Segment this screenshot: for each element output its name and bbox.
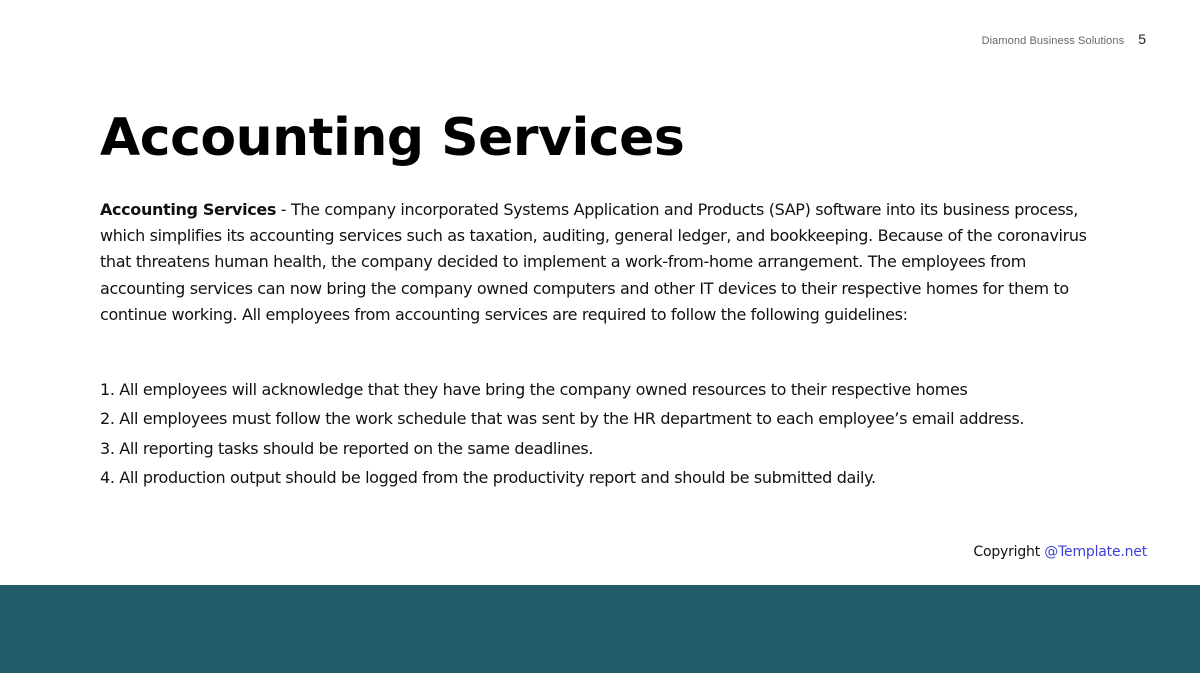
copyright-label: Copyright bbox=[973, 544, 1041, 560]
body-text: - The company incorporated Systems Application and Products (SAP) software into its business process, which simplifies its accounting services such as taxation, auditing, general ledger, and bookkeeping. Because of the coronavirus that threatens human health, the company decided to implement a work-from-home arrangement. The employees from accounting services can now bring the company owned computers and other IT devices to their respective homes for them to continue working. All employees from accounting services are required to follow the following guidelines: bbox=[100, 200, 1087, 324]
slide-header bbox=[982, 31, 1146, 47]
guideline-item-2: 2. All employees must follow the work schedule that was sent by the HR department to each employee’s email address. bbox=[100, 409, 1025, 429]
footer-band bbox=[0, 585, 1200, 673]
company-name: Diamond Business Solutions bbox=[981, 35, 1125, 47]
copyright bbox=[973, 544, 1147, 560]
body-lead: Accounting Services bbox=[100, 200, 277, 219]
slide-title: Accounting Services bbox=[100, 108, 685, 168]
guideline-item-1: 1. All employees will acknowledge that they have bring the company owned resources to their respective homes bbox=[100, 380, 968, 399]
template-link[interactable]: @Template.net bbox=[1044, 544, 1147, 560]
guideline-item-4: 4. All production output should be logged from the productivity report and should be submitted daily. bbox=[100, 467, 876, 487]
page-number: 5 bbox=[1138, 31, 1146, 47]
guidelines-list bbox=[100, 375, 1140, 492]
body-paragraph bbox=[100, 197, 1112, 328]
guideline-item-3: 3. All reporting tasks should be reported on the same deadlines. bbox=[100, 438, 594, 458]
